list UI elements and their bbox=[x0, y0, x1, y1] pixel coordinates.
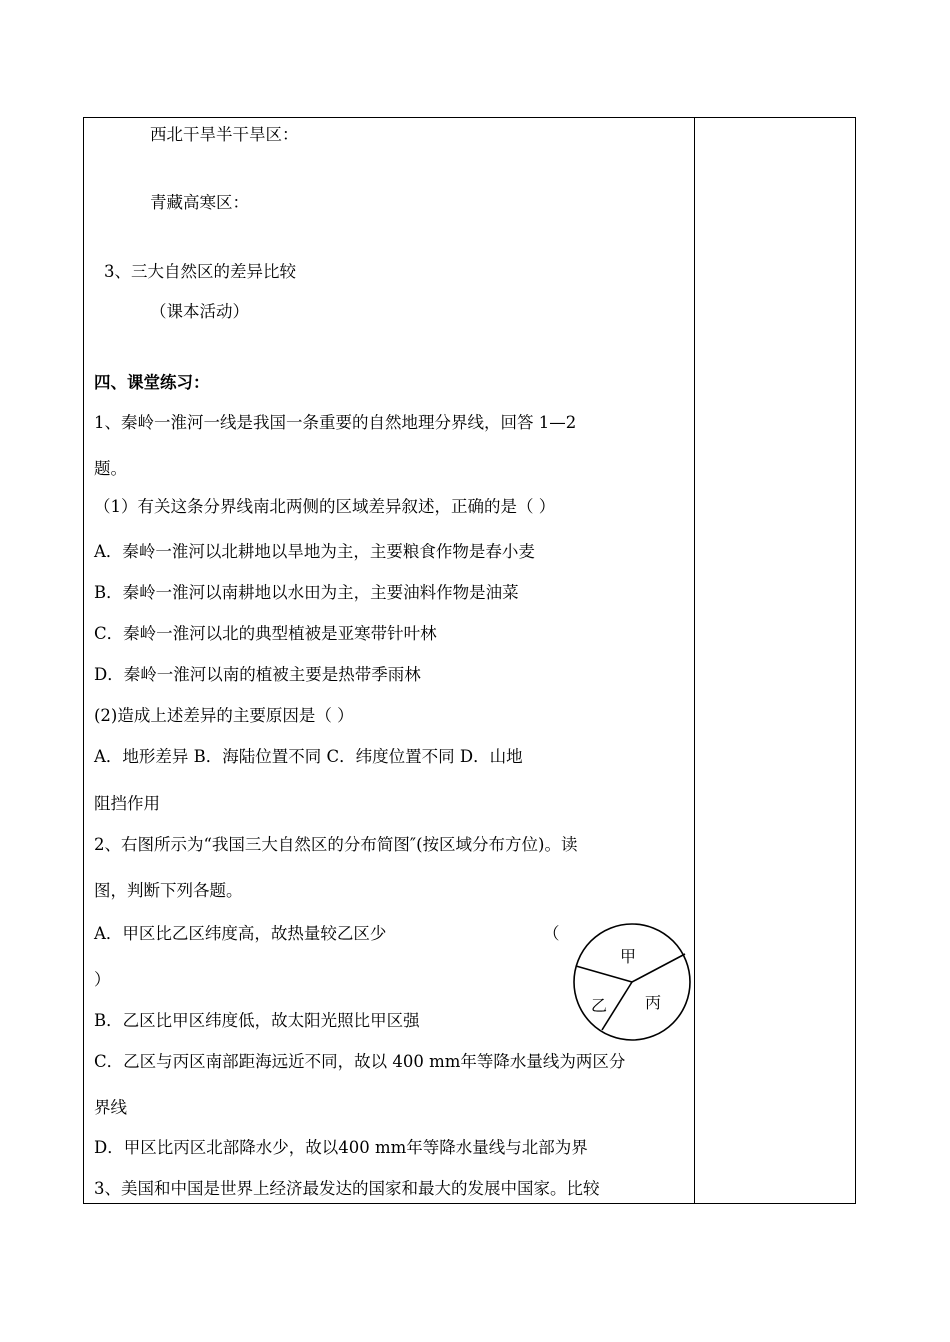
region-jia-label: 甲 bbox=[620, 947, 637, 966]
question-1-2-options: A．地形差异 B．海陆位置不同 C．纬度位置不同 D．山地 bbox=[94, 747, 523, 766]
question-3-intro: 3、美国和中国是世界上经济最发达的国家和最大的发展中国家。比较 bbox=[94, 1179, 600, 1198]
question-1-intro: 1、秦岭一淮河一线是我国一条重要的自然地理分界线，回答 1—2 bbox=[94, 413, 577, 432]
answer-paren-close: ） bbox=[94, 970, 111, 989]
section-3-heading: 3、三大自然区的差异比较 bbox=[104, 262, 296, 281]
answer-paren-open: （ bbox=[543, 924, 560, 943]
region-bing-label: 丙 bbox=[645, 993, 662, 1012]
question-1-1: （1）有关这条分界线南北两侧的区域差异叙述，正确的是（ ） bbox=[94, 497, 556, 516]
question-2-intro-cont: 图，判断下列各题。 bbox=[94, 881, 243, 900]
region-yi-label: 乙 bbox=[591, 996, 608, 1015]
question-2-intro: 2、右图所示为“我国三大自然区的分布简图″(按区域分布方位)。读 bbox=[94, 835, 578, 854]
question-1-1-option-a: A．秦岭一淮河以北耕地以旱地为主，主要粮食作物是春小麦 bbox=[94, 542, 535, 561]
three-regions-diagram bbox=[570, 920, 694, 1044]
question-1-1-option-c: C．秦岭一淮河以北的典型植被是亚寒带针叶林 bbox=[94, 624, 437, 643]
question-2-option-b: B．乙区比甲区纬度低，故太阳光照比甲区强 bbox=[94, 1011, 420, 1030]
text-qingzang-region: 青藏高寒区： bbox=[150, 193, 249, 212]
textbook-activity: （课本活动） bbox=[150, 302, 249, 321]
question-1-1-option-d: D．秦岭一淮河以南的植被主要是热带季雨林 bbox=[94, 665, 421, 684]
question-1-intro-cont: 题。 bbox=[94, 459, 127, 478]
text-northwest-region: 西北干旱半干旱区： bbox=[150, 125, 299, 144]
question-2-option-c-cont: 界线 bbox=[94, 1098, 127, 1117]
question-2-option-d: D．甲区比丙区北部降水少，故以400 mm年等降水量线与北部为界 bbox=[94, 1138, 588, 1157]
question-2-option-c: C．乙区与丙区南部距海远近不同，故以 400 mm年等降水量线为两区分 bbox=[94, 1052, 626, 1071]
column-divider bbox=[694, 117, 695, 1204]
question-1-1-option-b: B．秦岭一淮河以南耕地以水田为主，主要油料作物是油菜 bbox=[94, 583, 519, 602]
section-four-heading: 四、课堂练习： bbox=[94, 373, 210, 392]
question-1-2-options-cont: 阻挡作用 bbox=[94, 794, 160, 813]
question-2-option-a: A．甲区比乙区纬度高，故热量较乙区少 bbox=[94, 924, 387, 943]
question-1-2: (2)造成上述差异的主要原因是（ ） bbox=[94, 706, 354, 725]
